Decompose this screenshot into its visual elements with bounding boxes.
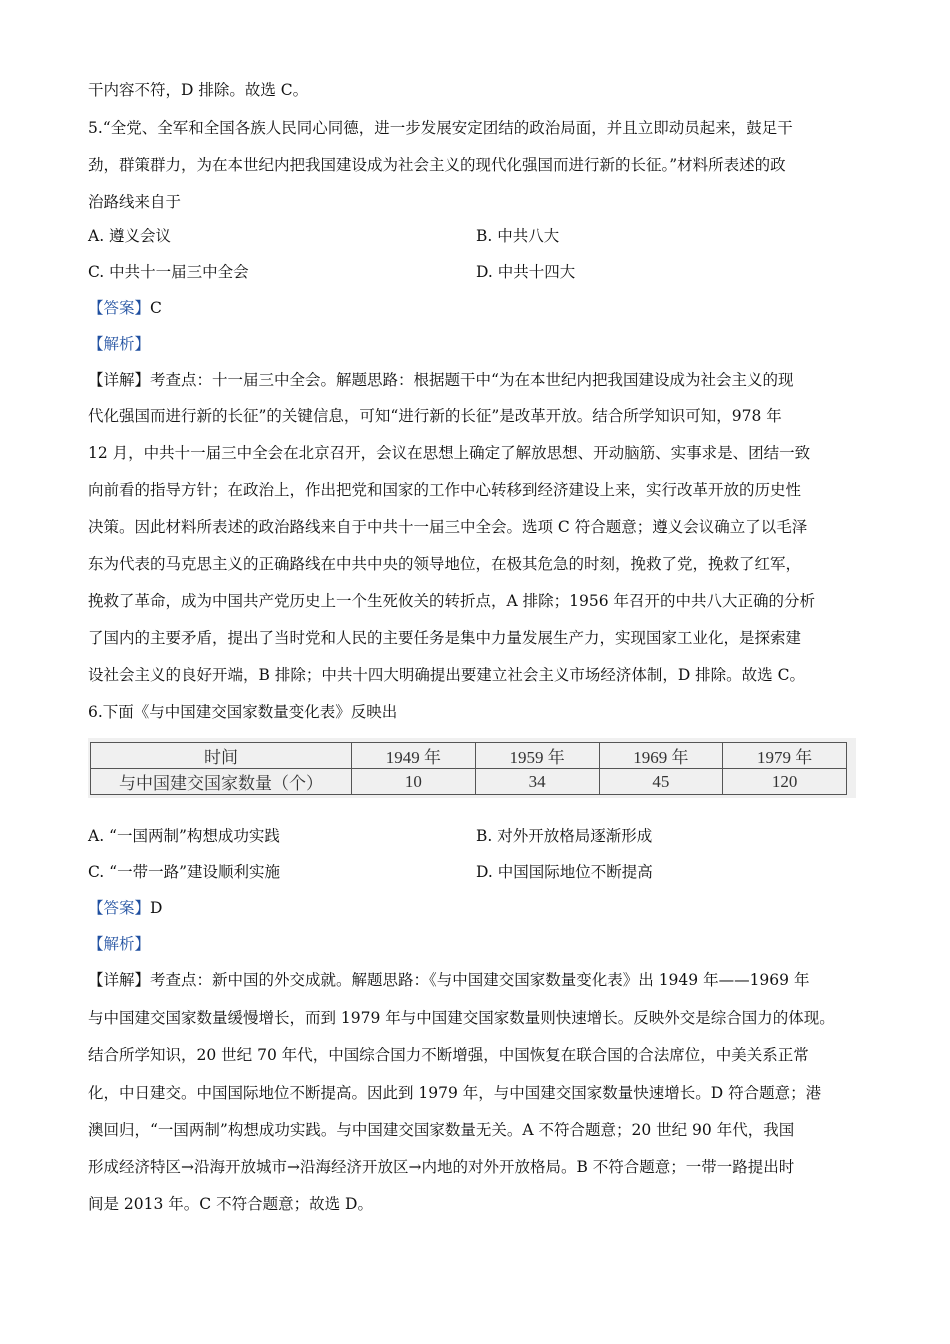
table-cell: 1959 年 <box>475 743 599 769</box>
q5-stem-line-2: 劲，群策群力，为在本世纪内把我国建设成为社会主义的现代化强国而进行新的长征。”材料所表述的政 <box>88 156 786 174</box>
country-count-table <box>88 738 856 798</box>
answer-tag: 【答案】 <box>88 899 151 917</box>
q6-detail-line-5: 澳回归，“一国两制”构想成功实践。与中国建交国家数量无关。A 不符合题意；20 世纪 90 年代，我国 <box>88 1121 795 1139</box>
q6-analysis-tag: 【解析】 <box>88 935 151 953</box>
q6-answer <box>88 898 162 918</box>
q5-analysis-tag: 【解析】 <box>88 335 151 353</box>
prev-answer-tail: 干内容不符，D 排除。故选 C。 <box>88 81 309 99</box>
q6-detail-line-3: 结合所学知识，20 世纪 70 年代，中国综合国力不断增强，中国恢复在联合国的合法席位，中美关系正常 <box>88 1046 809 1064</box>
q5-detail-line-1: 【详解】考查点：十一届三中全会。解题思路：根据题干中“为在本世纪内把我国建设成为社会主义的现 <box>88 371 794 389</box>
table-cell: 120 <box>723 769 847 795</box>
q6-option-c: C. “一带一路”建设顺利实施 <box>88 863 281 881</box>
table-header-row <box>91 743 847 769</box>
table-cell: 45 <box>599 769 723 795</box>
q5-detail-line-8: 了国内的主要矛盾，提出了当时党和人民的主要任务是集中力量发展生产力，实现国家工业化，是探索建 <box>88 629 802 647</box>
q5-detail-line-6: 东为代表的马克思主义的正确路线在中共中央的领导地位，在极其危急的时刻，挽救了党，挽救了红军， <box>88 555 802 573</box>
q6-option-b: B. 对外开放格局逐渐形成 <box>476 827 653 845</box>
q5-detail-line-2: 代化强国而进行新的长征”的关键信息，可知“进行新的长征”是改革开放。结合所学知识可知，978 年 <box>88 407 782 425</box>
answer-tag: 【答案】 <box>88 299 151 317</box>
q5-detail-line-7: 挽救了革命，成为中国共产党历史上一个生死攸关的转折点，A 排除；1956 年召开的中共八大正确的分析 <box>88 592 815 610</box>
table-cell: 1979 年 <box>723 743 847 769</box>
table-cell: 与中国建交国家数量（个） <box>91 769 352 795</box>
q5-option-c: C. 中共十一届三中全会 <box>88 263 249 281</box>
q6-detail-line-2: 与中国建交国家数量缓慢增长，而到 1979 年与中国建交国家数量则快速增长。反映外交是综合国力的体现。 <box>88 1009 835 1027</box>
q6-detail-line-7: 间是 2013 年。C 不符合题意；故选 D。 <box>88 1195 373 1213</box>
table-cell: 时间 <box>91 743 352 769</box>
table-cell: 1949 年 <box>352 743 476 769</box>
detail-tag: 【详解】 <box>88 371 151 389</box>
q5-option-b: B. 中共八大 <box>476 227 560 245</box>
answer-value: C <box>150 299 162 317</box>
q6-detail-line-6: 形成经济特区→沿海开放城市→沿海经济开放区→内地的对外开放格局。B 不符合题意；一带一路提出时 <box>88 1158 795 1176</box>
q5-detail-line-9: 设社会主义的良好开端，B 排除；中共十四大明确提出要建立社会主义市场经济体制，D 排除。故选 C。 <box>88 666 805 684</box>
q5-option-a: A. 遵义会议 <box>88 227 172 245</box>
table-row <box>91 769 847 795</box>
q5-detail-line-5: 决策。因此材料所表述的政治路线来自于中共十一届三中全会。选项 C 符合题意；遵义会议确立了以毛泽 <box>88 518 808 536</box>
answer-value: D <box>150 899 163 917</box>
q5-option-d: D. 中共十四大 <box>476 263 576 281</box>
q5-stem-line-1: 5.“全党、全军和全国各族人民同心同德，进一步发展安定团结的政治局面，并且立即动员起来，鼓足干 <box>88 119 793 137</box>
q5-detail-line-3: 12 月，中共十一届三中全会在北京召开，会议在思想上确定了解放思想、开动脑筋、实事求是、团结一致 <box>88 444 811 462</box>
q5-stem-line-3: 治路线来自于 <box>88 193 182 211</box>
table-cell: 34 <box>475 769 599 795</box>
q6-detail-line-1: 【详解】考查点：新中国的外交成就。解题思路：《与中国建交国家数量变化表》出 1949 年——1969 年 <box>88 971 810 989</box>
q5-answer <box>88 298 162 318</box>
q6-detail-line-4: 化，中日建交。中国国际地位不断提高。因此到 1979 年，与中国建交国家数量快速增长。D 符合题意；港 <box>88 1084 822 1102</box>
detail-tag: 【详解】 <box>88 971 151 989</box>
q6-option-d: D. 中国国际地位不断提高 <box>476 863 653 881</box>
q5-detail-line-4: 向前看的指导方针；在政治上，作出把党和国家的工作中心转移到经济建设上来，实行改革开放的历史性 <box>88 481 802 499</box>
table-cell: 1969 年 <box>599 743 723 769</box>
q6-option-a: A. “一国两制”构想成功实践 <box>88 827 280 845</box>
table-cell: 10 <box>352 769 476 795</box>
q6-stem: 6.下面《与中国建交国家数量变化表》反映出 <box>88 703 398 721</box>
